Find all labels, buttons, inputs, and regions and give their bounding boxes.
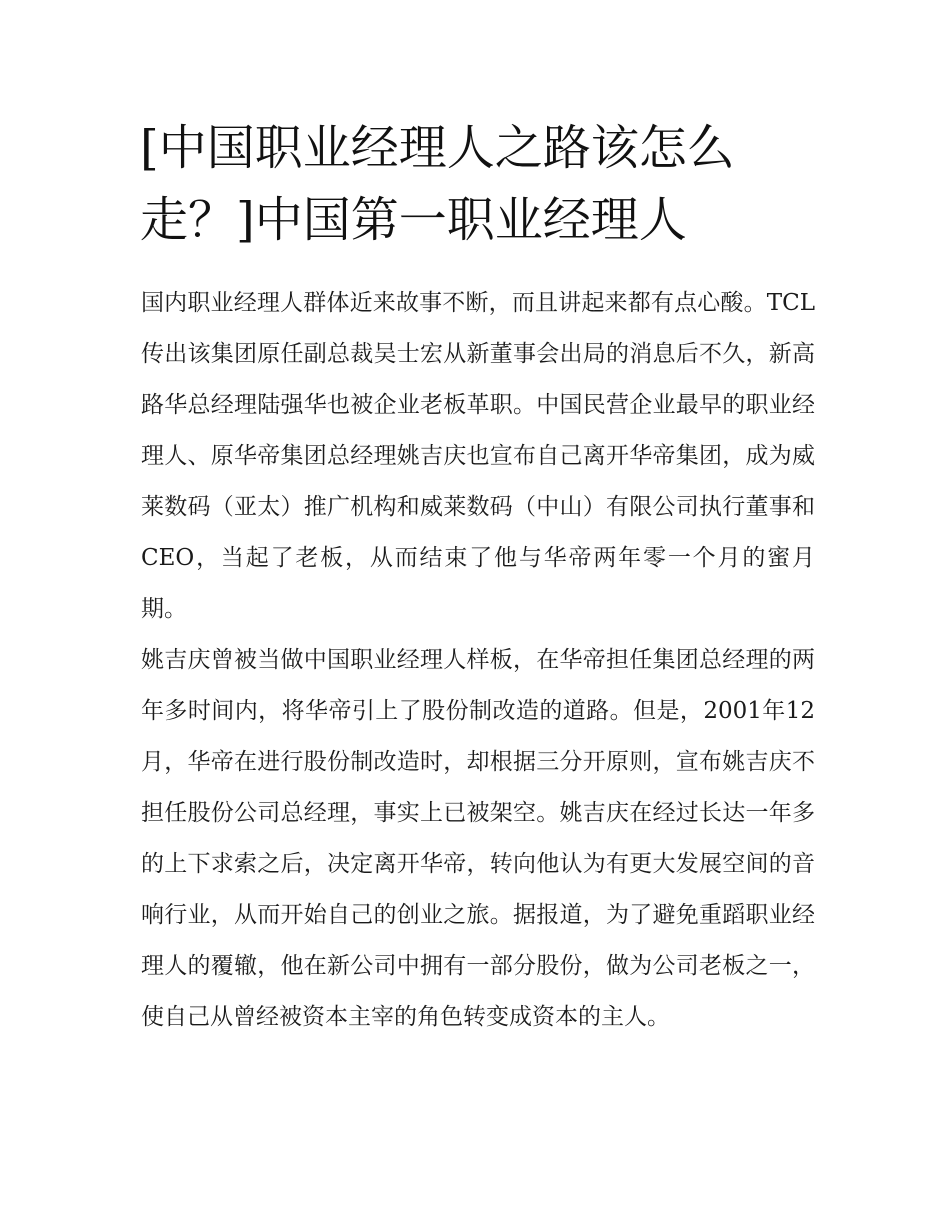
- paragraph-2: 姚吉庆曾被当做中国职业经理人样板，在华帝担任集团总经理的两年多时间内，将华帝引上了股份制改造的道路。但是，2001年12月，华帝在进行股份制改造时，却根据三分开原则，宣布姚吉庆不担任股份公司总经理，事实上已被架空。姚吉庆在经过长达一年多的上下求索之后，决定离开华帝，转向他认为有更大发展空间的音响行业，从而开始自己的创业之旅。据报道，为了避免重蹈职业经理人的覆辙，他在新公司中拥有一部分股份，做为公司老板之一，使自己从曾经被资本主宰的角色转变成资本的主人。: [141, 647, 815, 1030]
- document-body: [141, 278, 815, 1043]
- document-title: [中国职业经理人之路该怎么走？]中国第一职业经理人: [140, 120, 735, 248]
- paragraph-1: 国内职业经理人群体近来故事不断，而且讲起来都有点心酸。TCL传出该集团原任副总裁吴士宏从新董事会出局的消息后不久，新高路华总经理陆强华也被企业老板革职。中国民营企业最早的职业经理人、原华帝集团总经理姚吉庆也宣布自己离开华帝集团，成为威莱数码（亚太）推广机构和威莱数码（中山）有限公司执行董事和CEO，当起了老板，从而结束了他与华帝两年零一个月的蜜月期。: [141, 290, 815, 622]
